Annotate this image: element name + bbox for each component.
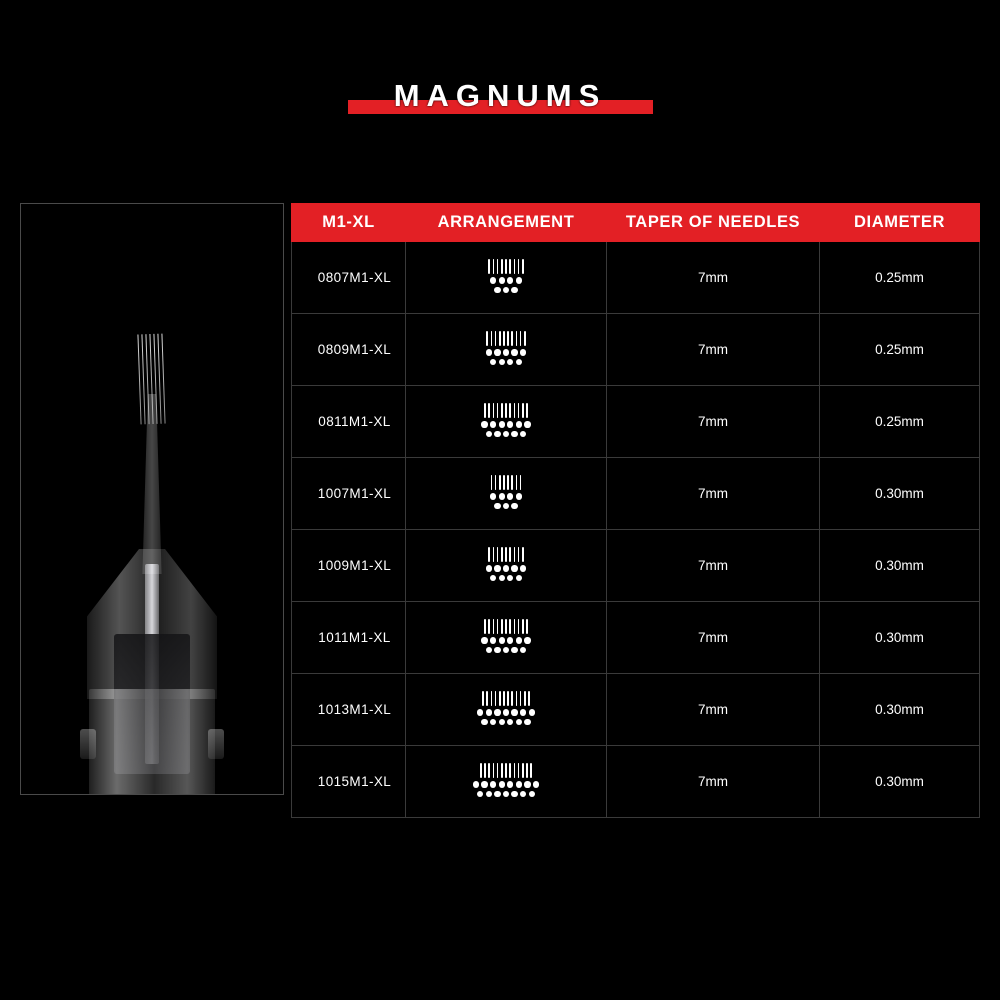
- needle-bars: [481, 619, 530, 634]
- cell-arrangement: [406, 242, 607, 314]
- needle-bars: [490, 475, 522, 490]
- cell-taper: 7mm: [607, 386, 820, 458]
- page-title: MAGNUMS: [393, 78, 607, 113]
- needle-bars: [486, 547, 527, 562]
- needle-arrangement-icon: [486, 547, 527, 583]
- needle-arrangement-icon: [486, 331, 527, 367]
- needle-dots-bottom-row: [486, 574, 527, 582]
- needle-dots-bottom-row: [481, 646, 530, 654]
- needle-arrangement-icon: [481, 619, 530, 655]
- cell-taper: 7mm: [607, 602, 820, 674]
- cell-taper: 7mm: [607, 242, 820, 314]
- needle-dots-top-row: [490, 493, 522, 501]
- cell-taper: 7mm: [607, 314, 820, 386]
- column-header-diameter: DIAMETER: [820, 204, 980, 242]
- cell-model-code: 1011M1-XL: [292, 602, 406, 674]
- needle-dots-top-row: [473, 781, 539, 789]
- table-row: [292, 530, 980, 602]
- cell-taper: 7mm: [607, 674, 820, 746]
- needle-arrangement-icon: [477, 691, 535, 727]
- specification-table: [291, 203, 980, 818]
- cell-diameter: 0.30mm: [820, 530, 980, 602]
- cell-arrangement: [406, 602, 607, 674]
- cartridge-illustration: [82, 334, 222, 774]
- cartridge-barrel: [89, 689, 215, 795]
- cell-model-code: 0809M1-XL: [292, 314, 406, 386]
- needle-dots-bottom-row: [481, 430, 530, 438]
- specification-table-wrapper: [291, 203, 979, 818]
- needle-bars: [486, 331, 527, 346]
- needle-dots-top-row: [481, 637, 530, 645]
- cell-arrangement: [406, 674, 607, 746]
- page-title-banner: [0, 78, 1000, 120]
- table-row: [292, 242, 980, 314]
- table-row: [292, 314, 980, 386]
- column-header-taper: TAPER OF NEEDLES: [607, 204, 820, 242]
- cell-model-code: 0811M1-XL: [292, 386, 406, 458]
- needle-dots-bottom-row: [473, 790, 539, 798]
- needle-bars: [481, 403, 530, 418]
- cell-taper: 7mm: [607, 746, 820, 818]
- needle-dots-bottom-row: [490, 502, 522, 510]
- needle-bars: [488, 259, 523, 274]
- cell-model-code: 1015M1-XL: [292, 746, 406, 818]
- cell-arrangement: [406, 530, 607, 602]
- cell-taper: 7mm: [607, 458, 820, 530]
- cell-diameter: 0.30mm: [820, 746, 980, 818]
- cell-arrangement: [406, 746, 607, 818]
- needle-dots-top-row: [488, 277, 523, 285]
- needle-dots-top-row: [486, 349, 527, 357]
- cartridge-tab-left: [80, 729, 96, 759]
- cell-model-code: 1009M1-XL: [292, 530, 406, 602]
- needle-arrangement-icon: [490, 475, 522, 511]
- column-header-model: M1-XL: [292, 204, 406, 242]
- needle-arrangement-icon: [488, 259, 523, 295]
- needle-dots-bottom-row: [488, 286, 523, 294]
- cell-model-code: 0807M1-XL: [292, 242, 406, 314]
- needle-dots-top-row: [481, 421, 530, 429]
- table-row: [292, 674, 980, 746]
- cell-diameter: 0.25mm: [820, 314, 980, 386]
- table-row: [292, 746, 980, 818]
- needle-bars: [477, 691, 535, 706]
- cell-diameter: 0.30mm: [820, 458, 980, 530]
- cell-model-code: 1007M1-XL: [292, 458, 406, 530]
- cell-arrangement: [406, 386, 607, 458]
- table-row: [292, 386, 980, 458]
- needle-arrangement-icon: [473, 763, 539, 799]
- table-body: [292, 242, 980, 818]
- cartridge-tab-right: [208, 729, 224, 759]
- cell-diameter: 0.25mm: [820, 242, 980, 314]
- needle-dots-bottom-row: [486, 358, 527, 366]
- product-image-panel: [20, 203, 284, 795]
- cell-arrangement: [406, 458, 607, 530]
- cell-diameter: 0.30mm: [820, 602, 980, 674]
- needle-dots-top-row: [477, 709, 535, 717]
- cell-diameter: 0.25mm: [820, 386, 980, 458]
- cell-diameter: 0.30mm: [820, 674, 980, 746]
- needle-dots-top-row: [486, 565, 527, 573]
- table-header-row: [292, 204, 980, 242]
- table-row: [292, 458, 980, 530]
- needle-bars: [473, 763, 539, 778]
- cell-model-code: 1013M1-XL: [292, 674, 406, 746]
- column-header-arrangement: ARRANGEMENT: [406, 204, 607, 242]
- table-row: [292, 602, 980, 674]
- cell-taper: 7mm: [607, 530, 820, 602]
- needle-dots-bottom-row: [477, 718, 535, 726]
- needle-arrangement-icon: [481, 403, 530, 439]
- cell-arrangement: [406, 314, 607, 386]
